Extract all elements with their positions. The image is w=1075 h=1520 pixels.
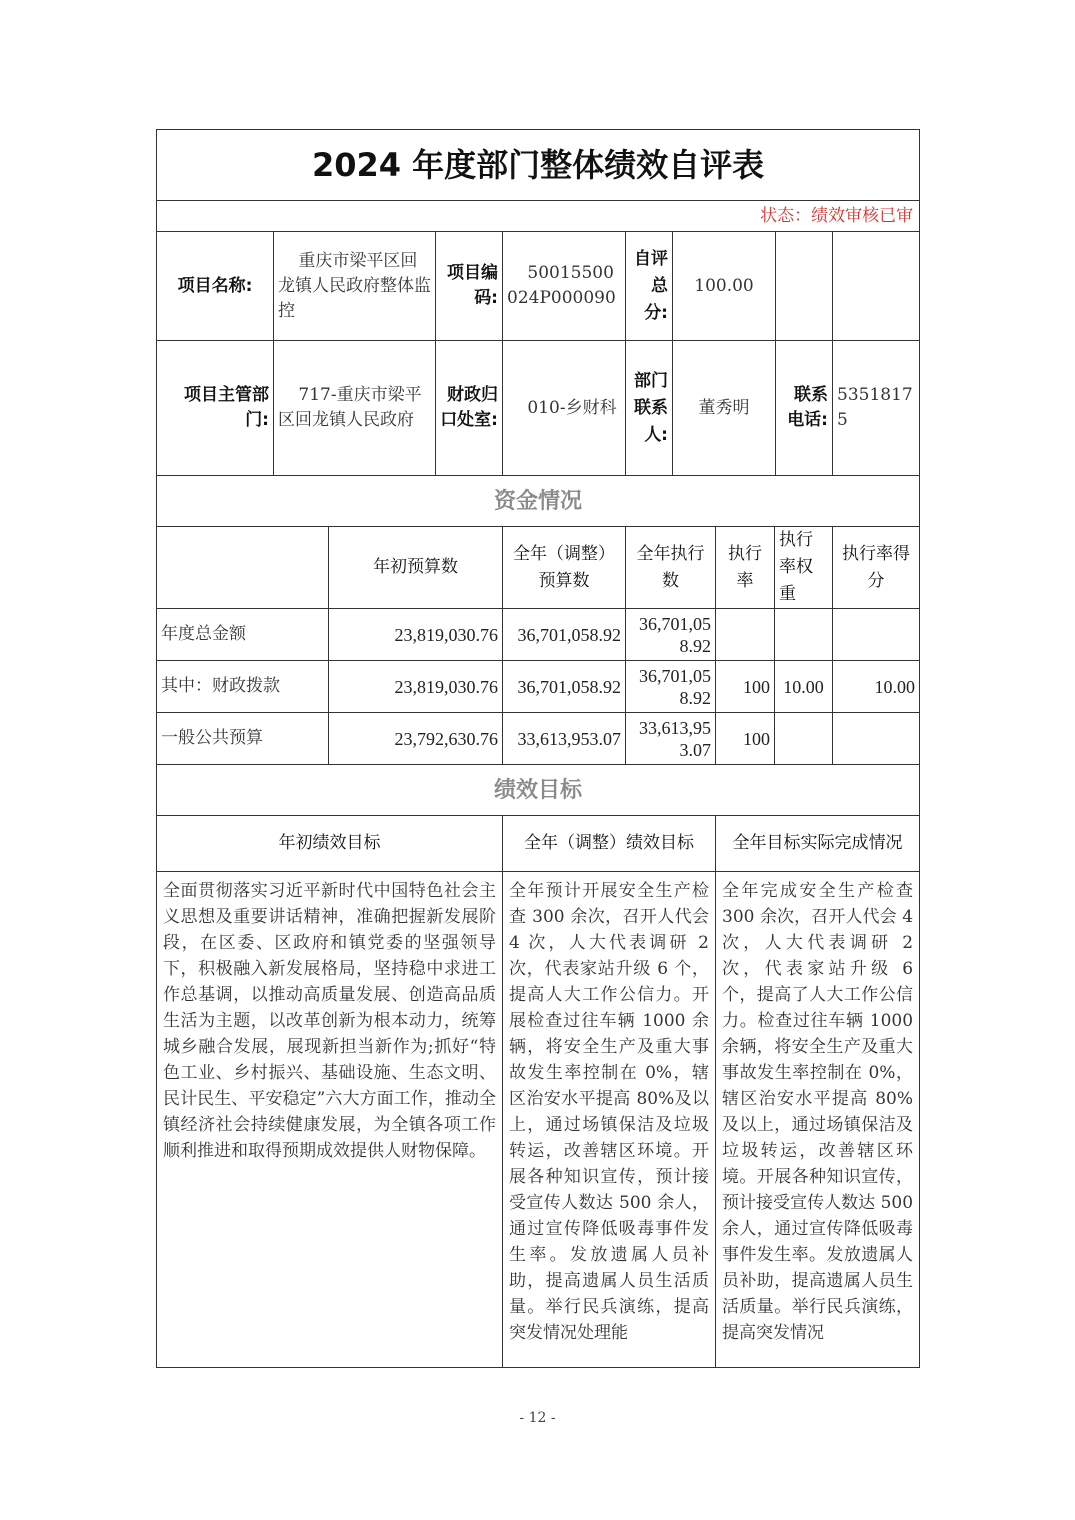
- rate-cell: 100: [716, 661, 775, 713]
- row-label: 一般公共预算: [157, 713, 329, 765]
- executed-cell: 36,701,058.92: [626, 661, 716, 713]
- funds-header-score: 执行率得分: [833, 527, 920, 609]
- score-cell: [833, 713, 920, 765]
- goals-section-title: 绩效目标: [157, 765, 920, 816]
- funds-header-executed: 全年执行数: [626, 527, 716, 609]
- table-row: [157, 609, 920, 661]
- empty-cell: [776, 232, 833, 341]
- goals-header-initial: 年初绩效目标: [157, 816, 503, 872]
- weight-cell: [775, 713, 833, 765]
- initial-budget-cell: 23,819,030.76: [329, 661, 503, 713]
- funds-header-adjusted-budget: 全年（调整）预算数: [503, 527, 626, 609]
- project-info-table: [156, 129, 920, 476]
- adjusted-budget-cell: 33,613,953.07: [503, 713, 626, 765]
- project-name-value: 重庆市梁平区回龙镇人民政府整体监控: [274, 232, 436, 341]
- initial-budget-cell: 23,792,630.76: [329, 713, 503, 765]
- dept-label: 项目主管部门:: [157, 341, 274, 476]
- contact-value: 董秀明: [673, 341, 776, 476]
- adjusted-budget-cell: 36,701,058.92: [503, 661, 626, 713]
- initial-budget-cell: 23,819,030.76: [329, 609, 503, 661]
- executed-cell: 36,701,058.92: [626, 609, 716, 661]
- executed-cell: 33,613,953.07: [626, 713, 716, 765]
- weight-cell: 10.00: [775, 661, 833, 713]
- contact-label: 部门联系人:: [626, 341, 673, 476]
- phone-label: 联系电话:: [776, 341, 833, 476]
- actual-completion-text: 全年完成安全生产检查 300 余次，召开人代会 4 次，人大代表调研 2 次，代表家站升级 6 个，提高了人大工作公信力。检查过往车辆 1000 余辆，将安全生产及重大事故发生率控制在 0%，辖区治安水平提高 80%及以上，通过场镇保洁及垃圾转运，改善辖区环境。开展各种知识宣传，预计接受宣传人数达 500 余人，通过宣传降低吸毒事件发生率。发放遗属人员补助，提高遗属人员生活质量。举行民兵演练，提高突发情况: [716, 872, 920, 1368]
- self-score-value: 100.00: [673, 232, 776, 341]
- project-name-label: 项目名称:: [157, 232, 274, 341]
- score-cell: 10.00: [833, 661, 920, 713]
- row-label: 其中：财政拨款: [157, 661, 329, 713]
- finance-office-label: 财政归口处室:: [436, 341, 503, 476]
- finance-office-value: 010-乡财科: [503, 341, 626, 476]
- table-row: [157, 713, 920, 765]
- evaluation-form: [156, 129, 919, 1368]
- phone-value: 53518175: [833, 341, 920, 476]
- funds-header-weight: 执行率权重: [775, 527, 833, 609]
- score-cell: [833, 609, 920, 661]
- project-code-label: 项目编码:: [436, 232, 503, 341]
- adjusted-goal-text: 全年预计开展安全生产检查 300 余次，召开人代会 4 次，人大代表调研 2 次，代表家站升级 6 个，提高人大工作公信力。开展检查过往车辆 1000 余辆，将安全生产及重大事故发生率控制在 0%，辖区治安水平提高 80%及以上，通过场镇保洁及垃圾转运，改善辖区环境。开展各种知识宣传，预计接受宣传人数达 500 余人，通过宣传降低吸毒事件发生率。发放遗属人员补助，提高遗属人员生活质量。举行民兵演练，提高突发情况处理能: [503, 872, 716, 1368]
- page-title: 2024 年度部门整体绩效自评表: [157, 130, 920, 201]
- funds-header-empty: [157, 527, 329, 609]
- initial-goal-text: 全面贯彻落实习近平新时代中国特色社会主义思想及重要讲话精神，准确把握新发展阶段，在区委、区政府和镇党委的坚强领导下，积极融入新发展格局，坚持稳中求进工作总基调，以推动高质量发展、创造高品质生活为主题，以改革创新为根本动力，统筹城乡融合发展，展现新担当新作为;抓好“特色工业、乡村振兴、基础设施、生态文明、民计民生、平安稳定”六大方面工作，推动全镇经济社会持续健康发展，为全镇各项工作顺利推进和取得预期成效提供人财物保障。: [157, 872, 503, 1368]
- page-number: - 12 -: [519, 1410, 556, 1426]
- goals-header-adjusted: 全年（调整）绩效目标: [503, 816, 716, 872]
- funds-header-initial-budget: 年初预算数: [329, 527, 503, 609]
- empty-cell: [833, 232, 920, 341]
- table-row: [157, 661, 920, 713]
- dept-value: 717-重庆市梁平区回龙镇人民政府: [274, 341, 436, 476]
- funds-header-rate: 执行率: [716, 527, 775, 609]
- funds-table: [156, 475, 920, 765]
- self-score-label: 自评总分:: [626, 232, 673, 341]
- rate-cell: 100: [716, 713, 775, 765]
- project-code-value: 50015500024P000090: [503, 232, 626, 341]
- goals-table: [156, 764, 920, 1368]
- adjusted-budget-cell: 36,701,058.92: [503, 609, 626, 661]
- funds-section-title: 资金情况: [157, 476, 920, 527]
- status-badge: 状态：绩效审核已审: [157, 201, 920, 232]
- row-label: 年度总金额: [157, 609, 329, 661]
- goals-header-actual: 全年目标实际完成情况: [716, 816, 920, 872]
- weight-cell: [775, 609, 833, 661]
- rate-cell: [716, 609, 775, 661]
